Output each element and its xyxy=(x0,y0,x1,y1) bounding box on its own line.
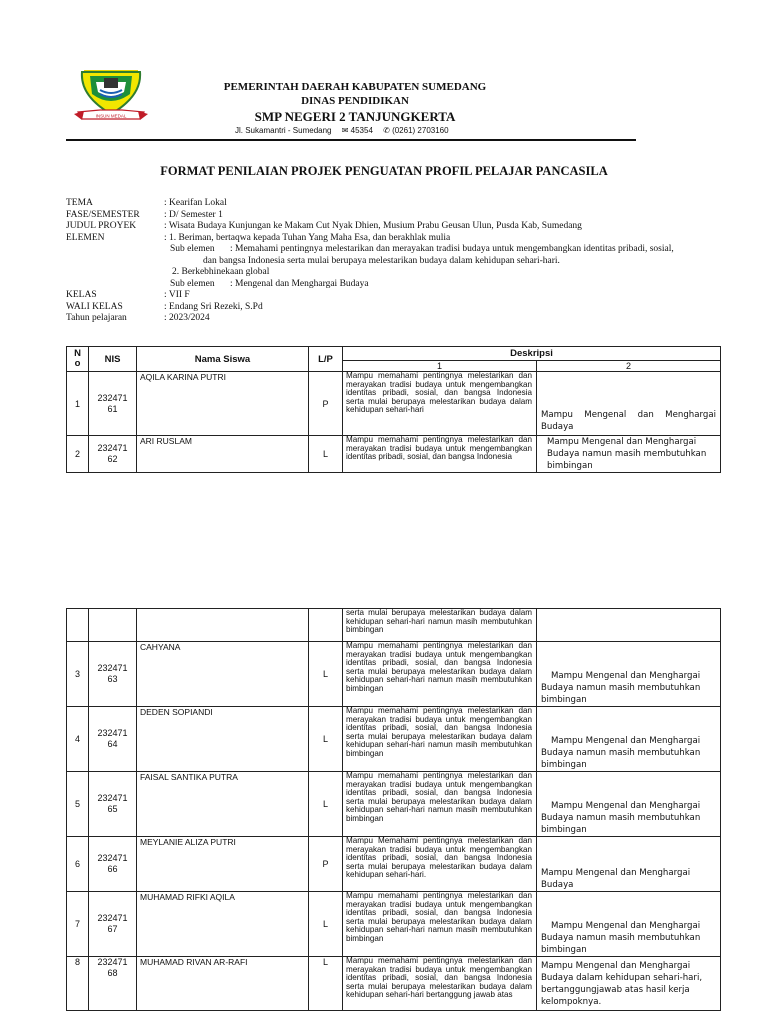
row-description-1: Mampu memahami pentingnya melestarikan dan merayakan tradisi budaya untuk mengembangkan identitas pribadi, sosial, dan bangsa Indonesia serta mulai berupaya melestarikan budaya dalam kehidupan sehari-hari namun masih membutuhkan bimbingan xyxy=(343,642,537,707)
row-nis xyxy=(89,372,137,436)
row-description-1: Mampu memahami pentingnya melestarikan dan merayakan tradisi budaya untuk mengembangkan identitas pribadi, sosial, dan bangsa Indonesia xyxy=(343,436,537,473)
row-student-name: DEDEN SOPIANDI xyxy=(137,707,309,772)
row-description-1: Mampu memahami pentingnya melestarikan dan merayakan tradisi budaya untuk mengembangkan identitas pribadi, sosial, dan bangsa Indonesia serta mulai berupaya melestarikan budaya dalam kehidupan sehari-hari namun masih membutuhkan bimbingan xyxy=(343,772,537,837)
row-nis xyxy=(89,707,137,772)
department-name: DINAS PENDIDIKAN xyxy=(301,95,409,107)
row-student-name: FAISAL SANTIKA PUTRA xyxy=(137,772,309,837)
info-judul: JUDUL PROYEK : Wisata Budaya Kunjungan ke Makam Cut Nyak Dhien, Musium Prabu Geusan Ulun, Pusda Kab, Sumedang xyxy=(66,221,582,231)
header-lp: L/P xyxy=(309,347,343,372)
nis-value: 232471 67 xyxy=(97,913,128,934)
emblem-motto: INSUN MEDAL xyxy=(95,113,127,119)
row-number: 1 xyxy=(67,372,89,436)
table-row xyxy=(67,642,721,707)
table-row xyxy=(67,436,721,473)
nis-value: 232471 63 xyxy=(97,663,128,684)
info-tahun-pelajaran: Tahun pelajaran : 2023/2024 xyxy=(66,313,210,323)
header-deskripsi-col-2: 2 xyxy=(537,361,721,372)
description-2-text: Mampu Mengenal dan Menghargai Budaya dalam kehidupan sehari-hari, bertanggungjawab atas hasil kerja kelompoknya. xyxy=(541,961,703,1007)
info-elemen: ELEMEN : 1. Beriman, bertaqwa kepada Tuhan Yang Maha Esa, dan berakhlak mulia xyxy=(66,232,451,243)
street-address: Jl. Sukamantri - Sumedang xyxy=(235,126,332,135)
row-number: 7 xyxy=(67,892,89,957)
row-description-2 xyxy=(537,436,721,473)
row-description-1: Mampu memahami pentingnya melestarikan dan merayakan tradisi budaya untuk mengembangkan identitas pribadi, sosial, dan bangsa Indonesia serta mulai berupaya melestarikan budaya dalam kehidupan sehari-hari xyxy=(343,372,537,436)
table-row xyxy=(67,837,721,892)
row-student-name: AQILA KARINA PUTRI xyxy=(137,372,309,436)
row-student-name: ARI RUSLAM xyxy=(137,436,309,473)
info-sub-elemen-1: Sub elemen : Memahami pentingnya melestarikan dan merayakan tradisi budaya untuk mengembangkan identitas pribadi, sosial, xyxy=(170,244,674,254)
assessment-table-page-2 xyxy=(66,608,721,1011)
info-wali-kelas: WALI KELAS : Endang Sri Rezeki, S.Pd xyxy=(66,301,263,312)
description-2-text: Mampu Mengenal dan Menghargai Budaya namun masih membutuhkan bimbingan xyxy=(541,671,701,705)
row-description-2 xyxy=(537,837,721,892)
info-tema: TEMA : Kearifan Lokal xyxy=(66,198,227,208)
table-row-continuation xyxy=(67,609,721,642)
description-2-text: Mampu Mengenal dan Menghargai Budaya namun masih membutuhkan bimbingan xyxy=(547,437,707,471)
row-gender: L xyxy=(309,436,343,473)
nis-value: 232471 62 xyxy=(97,443,128,464)
row-nis xyxy=(89,772,137,837)
info-kelas: KELAS : VII F xyxy=(66,290,190,300)
row-gender: L xyxy=(309,772,343,837)
row-description-2 xyxy=(537,642,721,707)
row-gender: L xyxy=(309,892,343,957)
row-description-2 xyxy=(537,707,721,772)
description-2-text: Mampu Mengenal dan Menghargai Budaya xyxy=(541,410,716,432)
row-student-name: MUHAMAD RIFKI AQILA xyxy=(137,892,309,957)
school-address xyxy=(235,126,457,135)
description-2-text: Mampu Mengenal dan Menghargai Budaya namun masih membutuhkan bimbingan xyxy=(541,736,701,770)
government-name: PEMERINTAH DAERAH KABUPATEN SUMEDANG xyxy=(223,81,487,93)
table-row xyxy=(67,957,721,1011)
header-no xyxy=(67,347,89,372)
row-description-2 xyxy=(537,892,721,957)
row-number: 2 xyxy=(67,436,89,473)
description-2-text: Mampu Mengenal dan Menghargai Budaya xyxy=(541,868,691,890)
row-nis xyxy=(89,642,137,707)
info-sub-elemen-2: Sub elemen : Mengenal dan Menghargai Budaya xyxy=(170,278,369,289)
row-number: 8 xyxy=(67,957,89,1011)
row-student-name: MEYLANIE ALIZA PUTRI xyxy=(137,837,309,892)
document-title: FORMAT PENILAIAN PROJEK PENGUATAN PROFIL PELAJAR PANCASILA xyxy=(160,164,608,178)
sumedang-regency-emblem xyxy=(70,64,152,124)
nis-value: 232471 61 xyxy=(97,392,128,414)
row-gender: P xyxy=(309,837,343,892)
info-sub-elemen-1-continued: dan bangsa Indonesia serta mulai berupaya melestarikan budaya dalam kehidupan sehari-hari. xyxy=(203,255,560,266)
description-2-text: Mampu Mengenal dan Menghargai Budaya namun masih membutuhkan bimbingan xyxy=(541,921,701,955)
row-number: 3 xyxy=(67,642,89,707)
phone-number: ✆ (0261) 2703160 xyxy=(383,126,449,135)
header-no-label: N o xyxy=(74,348,81,369)
header-deskripsi: Deskripsi xyxy=(343,347,721,361)
letterhead-divider xyxy=(66,139,636,141)
nis-value: 232471 68 xyxy=(97,957,128,978)
row-description-2 xyxy=(537,772,721,837)
header-nama-siswa: Nama Siswa xyxy=(137,347,309,372)
info-elemen-2: 2. Berkebhinekaan global xyxy=(172,267,270,277)
row-description-1: Mampu memahami pentingnya melestarikan dan merayakan tradisi budaya untuk mengembangkan identitas pribadi, sosial, dan bangsa Indonesia serta mulai berupaya melestarikan budaya dalam kehidupan sehari-hari bertanggung jawab atas xyxy=(343,957,537,1011)
nis-value: 232471 65 xyxy=(97,793,128,814)
row-gender: P xyxy=(309,372,343,436)
row-description-1: Mampu memahami pentingnya melestarikan dan merayakan tradisi budaya untuk mengembangkan identitas pribadi, sosial, dan bangsa Indonesia serta mulai berupaya melestarikan budaya dalam kehidupan sehari-hari namun masih membutuhkan bimbingan xyxy=(343,707,537,772)
row-gender: L xyxy=(309,707,343,772)
row-number: 6 xyxy=(67,837,89,892)
assessment-table-page-1 xyxy=(66,346,721,473)
row-student-name: MUHAMAD RIVAN AR-RAFI xyxy=(137,957,309,1011)
nis-value: 232471 64 xyxy=(97,728,128,749)
row-nis xyxy=(89,957,137,1011)
description-2-text: Mampu Mengenal dan Menghargai Budaya namun masih membutuhkan bimbingan xyxy=(541,801,701,835)
postal-code: ✉ 45354 xyxy=(341,126,373,135)
row-gender: L xyxy=(309,957,343,1011)
row-description-2 xyxy=(537,957,721,1011)
row-description-1: Mampu memahami pentingnya melestarikan dan merayakan tradisi budaya untuk mengembangkan identitas pribadi, sosial, dan bangsa Indonesia serta mulai berupaya melestarikan budaya dalam kehidupan sehari-hari namun masih membutuhkan bimbingan xyxy=(343,892,537,957)
row-number: 5 xyxy=(67,772,89,837)
header-deskripsi-col-1: 1 xyxy=(343,361,537,372)
row-nis xyxy=(89,436,137,473)
project-info xyxy=(66,198,706,325)
info-fase: FASE/SEMESTER : D/ Semester 1 xyxy=(66,209,223,220)
table-row xyxy=(67,372,721,436)
row-nis xyxy=(89,837,137,892)
row-description-1-continued: serta mulai berupaya melestarikan budaya dalam kehidupan sehari-hari namun masih membutuhkan bimbingan xyxy=(343,609,537,642)
header-nis: NIS xyxy=(89,347,137,372)
row-gender: L xyxy=(309,642,343,707)
row-student-name: CAHYANA xyxy=(137,642,309,707)
row-description-2 xyxy=(537,372,721,436)
row-description-1: Mampu Memahami pentingnya melestarikan dan merayakan tradisi budaya untuk mengembangkan identitas pribadi, sosial, dan bangsa Indonesia serta mulai berupaya melestarikan budaya dalam kehidupan sehari-hari. xyxy=(343,837,537,892)
nis-value: 232471 66 xyxy=(97,853,128,874)
row-number: 4 xyxy=(67,707,89,772)
row-nis xyxy=(89,892,137,957)
table-row xyxy=(67,707,721,772)
school-name: SMP NEGERI 2 TANJUNGKERTA xyxy=(254,109,456,124)
table-row xyxy=(67,772,721,837)
table-row xyxy=(67,892,721,957)
